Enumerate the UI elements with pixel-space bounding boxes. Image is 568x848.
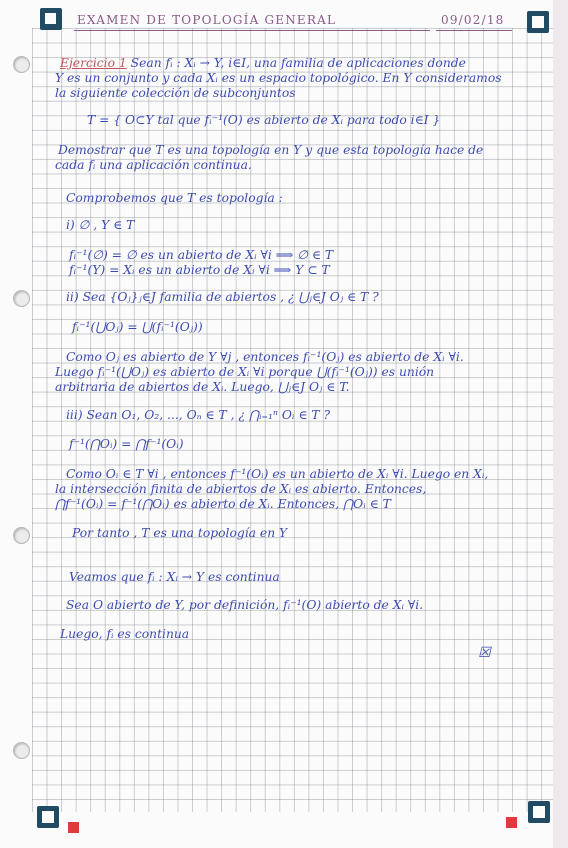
proof-step-iii: iii) Sean O₁, O₂, ..., Oₙ ∈ T , ¿ ⋂ᵢ₌₁ⁿ Oᵢ ∈ T ? — [66, 408, 331, 422]
red-mark-bottom-left — [68, 822, 79, 833]
right-edge — [553, 0, 568, 848]
qed-mark: ☒ — [478, 645, 491, 661]
binder-hole — [13, 290, 30, 307]
corner-mark-bottom-left — [37, 806, 59, 828]
proof-intersection-preimage: f⁻¹(⋂Oᵢ) = ⋂f⁻¹(Oᵢ) — [69, 437, 184, 451]
corner-mark-top-right — [527, 11, 549, 33]
continuity-conclusion: Luego, fᵢ es continua — [60, 627, 190, 641]
title-underline — [74, 30, 430, 31]
binder-hole — [13, 742, 30, 759]
proof-line-13: la intersección finita de abiertos de Xᵢ es abierto. Entonces, — [55, 482, 427, 496]
proof-line-empty-set: fᵢ⁻¹(∅) = ∅ es un abierto de Xᵢ ∀i ⟹ ∅ ∈ T — [69, 248, 334, 262]
proof-step-ii: ii) Sea {Oⱼ}ⱼ∈J familia de abiertos , ¿ ⋃ⱼ∈J Oⱼ ∈ T ? — [66, 290, 379, 304]
binder-hole — [13, 527, 30, 544]
proof-line-12: Como Oᵢ ∈ T ∀i , entonces f⁻¹(Oᵢ) es un abierto de Xᵢ ∀i. Luego en Xᵢ, — [66, 467, 489, 481]
bottom-margin — [0, 812, 568, 848]
proof-conclusion: Por tanto , T es una topología en Y — [72, 526, 288, 540]
continuity-intro: Veamos que fᵢ : Xᵢ → Y es continua — [69, 570, 280, 584]
proof-step-i: i) ∅ , Y ∈ T — [66, 218, 135, 232]
binder-hole — [13, 56, 30, 73]
continuity-argument: Sea O abierto de Y, por definición, fᵢ⁻¹(O) abierto de Xᵢ ∀i. — [66, 598, 424, 612]
date-underline — [436, 30, 512, 31]
proof-line-7: Como Oⱼ es abierto de Y ∀j , entonces fᵢ⁻¹(Oⱼ) es abierto de Xᵢ ∀i. — [66, 350, 464, 364]
corner-mark-top-left — [40, 8, 62, 30]
topology-definition: T = { O⊂Y tal que fᵢ⁻¹(O) es abierto de Xᵢ para todo i∈I } — [87, 113, 441, 127]
left-margin — [0, 0, 32, 848]
proof-union-preimage: fᵢ⁻¹(⋃Oⱼ) = ⋃(fᵢ⁻¹(Oⱼ)) — [72, 320, 203, 334]
exercise-line-3: la siguiente colección de subconjuntos — [55, 86, 296, 100]
exercise-line-1: Ejercicio 1 Sean fᵢ : Xᵢ → Y, i∈I, una familia de aplicaciones donde — [60, 56, 466, 70]
corner-mark-bottom-right — [528, 801, 550, 823]
proof-line-9: arbitraria de abiertos de Xᵢ. Luego, ⋃ⱼ∈J Oⱼ ∈ T. — [55, 380, 350, 394]
exercise-line-5: Demostrar que T es una topología en Y y que esta topología hace de — [58, 143, 484, 157]
exam-date: 09/02/18 — [441, 13, 505, 27]
exercise-label: Ejercicio 1 — [60, 56, 127, 70]
exercise-line-6: cada fᵢ una aplicación continua. — [55, 158, 252, 172]
proof-line-8: Luego fᵢ⁻¹(⋃Oⱼ) es abierto de Xᵢ ∀i porque ⋃(fᵢ⁻¹(Oⱼ)) es unión — [55, 365, 435, 379]
exercise-line-2: Y es un conjunto y cada Xᵢ es un espacio topológico. En Y consideramos — [55, 71, 502, 85]
red-mark-bottom-right — [506, 817, 517, 828]
proof-line-whole-set: fᵢ⁻¹(Y) = Xᵢ es un abierto de Xᵢ ∀i ⟹ Y ⊂ T — [69, 263, 330, 277]
exam-title: EXAMEN DE TOPOLOGÍA GENERAL — [77, 13, 337, 27]
proof-intro: Comprobemos que T es topología : — [66, 191, 283, 205]
proof-line-14: ⋂f⁻¹(Oᵢ) = f⁻¹(⋂Oᵢ) es abierto de Xᵢ. Entonces, ⋂Oᵢ ∈ T — [55, 497, 391, 511]
